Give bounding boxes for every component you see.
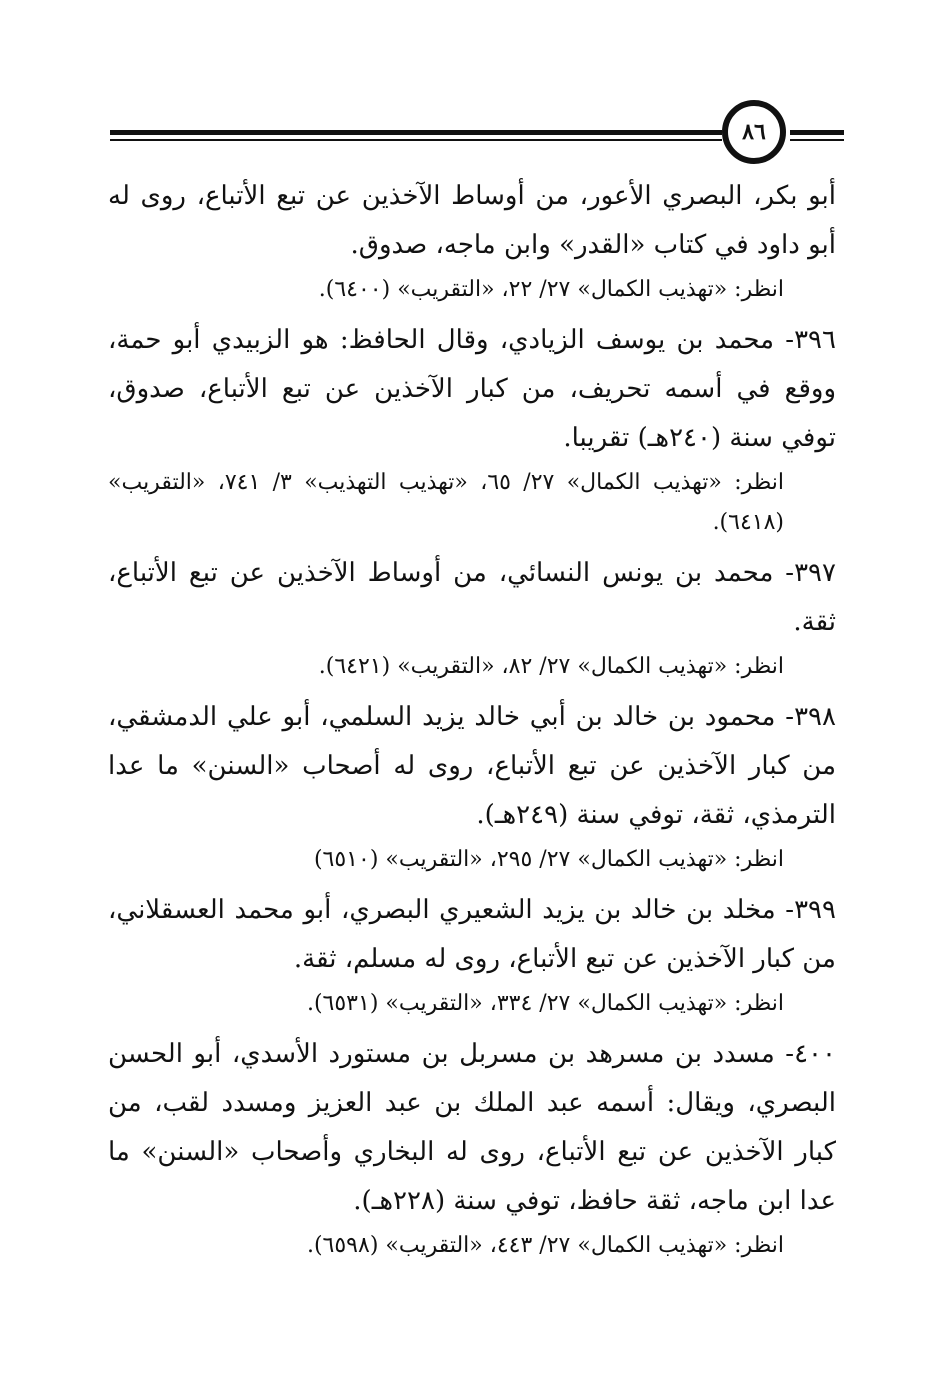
entry-text: ٣٩٩- مخلد بن خالد بن يزيد الشعيري البصري، أبو محمد العسقلاني، من كبار الآخذين عن تبع الأتباع، روى له مسلم، ثقة. [108,895,836,974]
entry-text: ٤٠٠- مسدد بن مسرهد بن مسربل بن مستورد الأسدي، أبو الحسن البصري، ويقال: أسمه عبد الملك بن عبد العزيز ومسدد لقب، من كبار الآخذين عن تبع الأتباع، روى له البخاري وأصحاب «السنن» ما عدا ابن ماجه، ثقة حافظ، توفي سنة (٢٢٨هـ). [108,1039,836,1216]
reference-line: انظر: «تهذيب الكمال» ٢٧/ ٢٢، «التقريب» (٦٤٠٠). [318,277,784,302]
header-rule-thin [110,139,722,141]
page-header [110,100,844,172]
reference-line: انظر: «تهذيب الكمال» ٢٧/ ٣٣٤، «التقريب» (٦٥٣١). [306,991,784,1016]
reference-line: انظر: «تهذيب الكمال» ٢٧/ ٢٩٥، «التقريب» (٦٥١٠) [313,847,784,872]
entry-text: أبو بكر، البصري الأعور، من أوساط الآخذين عن تبع الأتباع، روى له أبو داود في كتاب «القدر» وابن ماجه، صدوق. [108,181,836,260]
header-rule-tail [790,139,844,141]
header-rule-thick [110,130,722,135]
reference-line: انظر: «تهذيب الكمال» ٢٧/ ٨٢، «التقريب» (٦٤٢١). [318,654,784,679]
header-rule-tail [790,130,844,135]
entry-text: ٣٩٨- محمود بن خالد بن أبي خالد يزيد السلمي، أبو علي الدمشقي، من كبار الآخذين عن تبع الأتباع، روى له أصحاب «السنن» ما عدا الترمذي، ثقة، توفي سنة (٢٤٩هـ). [108,702,836,830]
reference-line: انظر: «تهذيب الكمال» ٢٧/ ٦٥، «تهذيب التهذيب» ٣/ ٧٤١، «التقريب» (٦٤١٨). [108,470,785,535]
page-number-badge [722,100,786,164]
page-content [108,172,836,1272]
page-number: ٨٦ [742,119,766,145]
reference-line: انظر: «تهذيب الكمال» ٢٧/ ٤٤٣، «التقريب» (٦٥٩٨). [306,1233,784,1258]
entry-text: ٣٩٧- محمد بن يونس النسائي، من أوساط الآخذين عن تبع الأتباع، ثقة. [108,558,836,637]
entry-text: ٣٩٦- محمد بن يوسف الزيادي، وقال الحافظ: هو الزبيدي أبو حمة، ووقع في أسمه تحريف، من كبار الآخذين عن تبع الأتباع، صدوق، توفي سنة (٢٤٠هـ) تقريبا. [108,325,836,453]
